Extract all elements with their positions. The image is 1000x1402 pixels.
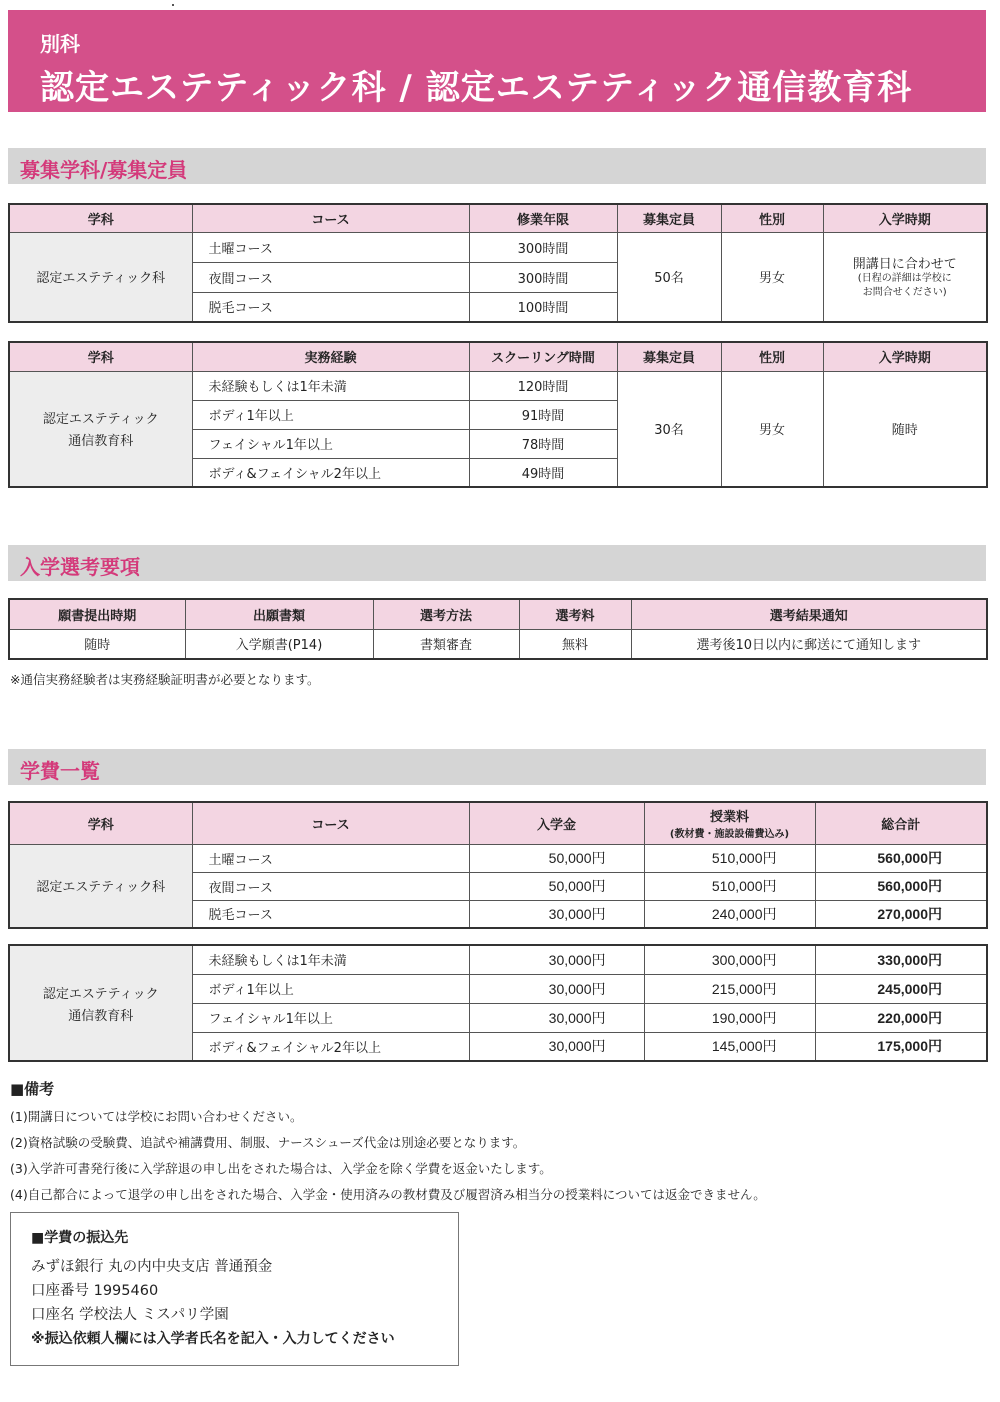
department-line-2: 通信教育科 [68, 1008, 134, 1024]
header-cell: 募集定員 [617, 342, 721, 371]
tuition-cell: 510,000円 [644, 844, 815, 872]
tuition-cell: 300,000円 [644, 945, 815, 974]
table-row [9, 629, 987, 659]
header-cell: コース [192, 802, 469, 844]
fees-table-1 [8, 801, 988, 929]
table-header-row [9, 204, 987, 232]
header-cell: 修業年限 [469, 204, 617, 232]
tuition-cell: 145,000円 [644, 1032, 815, 1061]
entrance-fee-cell: 30,000円 [469, 900, 644, 928]
hours-cell: 120時間 [469, 371, 617, 400]
course-cell: ボディ&フェイシャル2年以上 [192, 1032, 469, 1061]
total-cell: 175,000円 [815, 1032, 987, 1061]
bank-warning: ※振込依頼人欄には入学者氏名を記入・入力してください [31, 1331, 395, 1347]
header-cell [644, 802, 815, 844]
bank-title: ■学費の振込先 [31, 1230, 129, 1246]
total-cell: 245,000円 [815, 974, 987, 1003]
department-cell [9, 945, 192, 1061]
header-cell: 総合計 [815, 802, 987, 844]
course-cell: 脱毛コース [192, 900, 469, 928]
entrance-fee-cell: 30,000円 [469, 1032, 644, 1061]
header-subtitle: 別科 [40, 32, 80, 56]
header-cell: 学科 [9, 342, 192, 371]
entrance-fee-cell: 30,000円 [469, 945, 644, 974]
course-cell: 夜間コース [192, 872, 469, 900]
header-cell: 実務経験 [192, 342, 469, 371]
bank-account-name: 口座名 学校法人 ミスパリ学園 [31, 1307, 229, 1323]
experience-cell: フェイシャル1年以上 [192, 429, 469, 458]
table-row [9, 232, 987, 262]
department-cell: 認定エステティック科 [9, 844, 192, 928]
header-cell: 出願書類 [185, 599, 373, 629]
total-cell: 560,000円 [815, 844, 987, 872]
department-line-2: 通信教育科 [68, 434, 134, 450]
hours-cell: 49時間 [469, 458, 617, 487]
value-cell: 随時 [9, 629, 185, 659]
total-cell: 560,000円 [815, 872, 987, 900]
bank-account-number: 口座番号 1995460 [31, 1283, 159, 1299]
period-cell: 100時間 [469, 292, 617, 322]
gender-cell: 男女 [721, 371, 823, 487]
admission-note-1: (日程の詳細は学校に [857, 273, 952, 285]
table-row [9, 844, 987, 872]
experience-cell: ボディ&フェイシャル2年以上 [192, 458, 469, 487]
tuition-header: 授業料 [709, 810, 749, 826]
tuition-cell: 240,000円 [644, 900, 815, 928]
remark-item: (2)資格試験の受験費、追試や補講費用、制服、ナースシューズ代金は別途必要となります。 [10, 1135, 526, 1150]
section-bar-fees [8, 749, 986, 785]
table-row [9, 371, 987, 400]
tuition-cell: 510,000円 [644, 872, 815, 900]
table-header-row [9, 599, 987, 629]
header-cell: 募集定員 [617, 204, 721, 232]
tuition-cell: 215,000円 [644, 974, 815, 1003]
header-cell: 選考結果通知 [631, 599, 987, 629]
admission-main: 開講日に合わせて [852, 257, 957, 273]
header-cell: 入学時期 [823, 342, 987, 371]
value-cell: 無料 [519, 629, 631, 659]
entrance-fee-cell: 30,000円 [469, 1003, 644, 1032]
page-header [8, 10, 986, 112]
header-cell: スクーリング時間 [469, 342, 617, 371]
header-cell: 学科 [9, 802, 192, 844]
department-cell: 認定エステティック科 [9, 232, 192, 322]
entrance-fee-cell: 30,000円 [469, 974, 644, 1003]
header-cell: 選考方法 [373, 599, 519, 629]
admission-note-2: お問合せください) [862, 287, 947, 299]
table-row [9, 945, 987, 974]
value-cell: 選考後10日以内に郵送にて通知します [631, 629, 987, 659]
remark-item: (3)入学許可書発行後に入学辞退の申し出をされた場合は、入学金を除く学費を返金いたします。 [10, 1161, 552, 1176]
header-cell: 性別 [721, 204, 823, 232]
recruitment-table-2 [8, 341, 988, 488]
bank-transfer-box [10, 1212, 459, 1366]
total-cell: 270,000円 [815, 900, 987, 928]
course-cell: 夜間コース [192, 262, 469, 292]
header-cell: 学科 [9, 204, 192, 232]
value-cell: 入学願書(P14) [185, 629, 373, 659]
table-header-row [9, 342, 987, 371]
hours-cell: 78時間 [469, 429, 617, 458]
course-cell: 土曜コース [192, 232, 469, 262]
tuition-cell: 190,000円 [644, 1003, 815, 1032]
admission-note: ※通信実務経験者は実務経験証明書が必要となります。 [10, 672, 320, 687]
gender-cell: 男女 [721, 232, 823, 322]
entrance-fee-cell: 50,000円 [469, 872, 644, 900]
hours-cell: 91時間 [469, 400, 617, 429]
admission-cell: 随時 [823, 371, 987, 487]
period-cell: 300時間 [469, 262, 617, 292]
stray-dot [172, 4, 174, 6]
total-cell: 220,000円 [815, 1003, 987, 1032]
entrance-fee-cell: 50,000円 [469, 844, 644, 872]
tuition-header-note: (教材費・施設設備費込み) [669, 829, 790, 841]
experience-cell: 未経験もしくは1年未満 [192, 371, 469, 400]
capacity-cell: 50名 [617, 232, 721, 322]
capacity-cell: 30名 [617, 371, 721, 487]
total-cell: 330,000円 [815, 945, 987, 974]
header-cell: 願書提出時期 [9, 599, 185, 629]
recruitment-table-1 [8, 203, 988, 323]
header-cell: 選考料 [519, 599, 631, 629]
remark-item: (4)自己都合によって退学の申し出をされた場合、入学金・使用済みの教材費及び履習済み相当分の授業料については返金できません。 [10, 1187, 766, 1202]
table-header-row [9, 802, 987, 844]
department-cell [9, 371, 192, 487]
course-cell: 未経験もしくは1年未満 [192, 945, 469, 974]
header-cell: 性別 [721, 342, 823, 371]
section-title-admission: 入学選考要項 [20, 555, 140, 579]
course-cell: フェイシャル1年以上 [192, 1003, 469, 1032]
header-cell: 入学金 [469, 802, 644, 844]
course-cell: 土曜コース [192, 844, 469, 872]
fees-table-2 [8, 944, 988, 1062]
course-cell: ボディ1年以上 [192, 974, 469, 1003]
remarks-title: ■備考 [10, 1080, 55, 1098]
value-cell: 書類審査 [373, 629, 519, 659]
department-line-1: 認定エステティック [42, 986, 159, 1002]
remark-item: (1)開講日については学校にお問い合わせください。 [10, 1109, 303, 1124]
remarks-list [10, 1104, 766, 1208]
section-title-fees: 学費一覧 [20, 759, 100, 783]
bank-line-1: みずほ銀行 丸の内中央支店 普通預金 [31, 1259, 273, 1275]
section-bar-recruitment [8, 148, 986, 184]
admission-table [8, 598, 988, 660]
section-bar-admission [8, 545, 986, 581]
department-line-1: 認定エステティック [42, 412, 159, 428]
page-title: 認定エステティック科 / 認定エステティック通信教育科 [40, 68, 913, 108]
experience-cell: ボディ1年以上 [192, 400, 469, 429]
section-title-recruitment: 募集学科/募集定員 [20, 158, 188, 182]
header-cell: 入学時期 [823, 204, 987, 232]
admission-cell [823, 232, 987, 322]
header-cell: コース [192, 204, 469, 232]
course-cell: 脱毛コース [192, 292, 469, 322]
period-cell: 300時間 [469, 232, 617, 262]
